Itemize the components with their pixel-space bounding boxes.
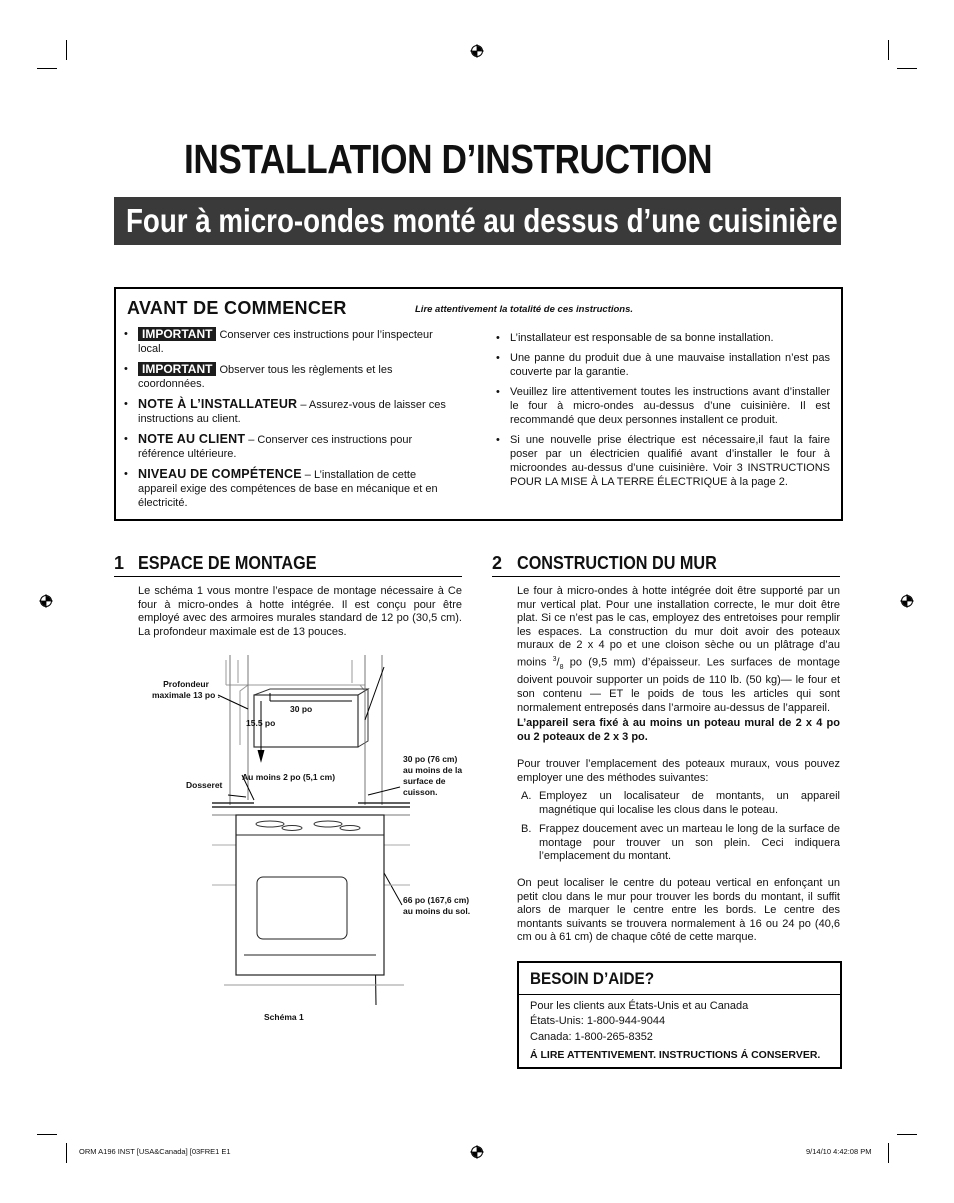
section-title: ESPACE DE MONTAGE	[138, 553, 317, 573]
label-dosseret: Dosseret	[186, 780, 223, 790]
crop-mark	[888, 40, 889, 60]
section-rule	[492, 576, 840, 577]
list-item: • NOTE AU CLIENT – Conserver ces instructions pour référence ultérieure.	[116, 432, 456, 461]
diagram-caption: Schéma 1	[264, 1012, 304, 1022]
section-number: 1	[114, 553, 125, 573]
list-item: • Si une nouvelle prise électrique est nécessaire,il faut la faire poser par un électricien qualifié avant d’installer le four à microondes au-dessus d’une cuisinière. Voir 3 INSTRUCTIONS POUR LA MISE À LA TERRE ÉLECTRIQUE à la page 2.	[488, 433, 830, 489]
section2-p1: Le four à micro-ondes à hotte intégrée doit être supporté par un mur vertical plat. Pour une installation correcte, le mur doit être plat. Si ce n’est pas le cas, employez des entretoises pour remplir les espaces. La construction du mur doit avoir des poteaux muraux de 2 x 4 po et une cloison sèche ou un plâtrage d’au moins $^3/_8$ po (9,5 mm) d’épaisseur. Les surfaces de montage doivent pouvoir supporter un poids de 110 lb. (50 kg)— le four et son contenu — ET le poids de tous les articles qui sont normalement entreposés dans l’armoire au-dessus de l’appareil.	[517, 585, 840, 714]
section-title: CONSTRUCTION DU MUR	[517, 553, 717, 573]
avant-right-list	[488, 331, 830, 495]
label-profondeur: Profondeur maximale 13 po .	[151, 679, 221, 700]
label-30-po-cuisson: 30 po (76 cm) au moins de la surface de cuisson.	[403, 754, 463, 797]
registration-mark-icon	[470, 1145, 484, 1159]
important-badge: IMPORTANT	[138, 362, 216, 376]
label-15-5-po: 15.5 po	[246, 718, 276, 728]
crop-mark	[888, 1143, 889, 1163]
registration-mark-icon	[39, 594, 53, 608]
list-item: A. Employez un localisateur de montants, un appareil magnétique qui localise les clous dans le poteau.	[521, 790, 840, 816]
section-number: 2	[492, 553, 503, 573]
label-au-moins-2-po: Au moins 2 po (5,1 cm)	[242, 772, 336, 782]
crop-mark	[66, 40, 67, 60]
label-30-po: 30 po	[290, 704, 313, 714]
footer-right: 9/14/10 4:42:08 PM	[806, 1147, 872, 1156]
section2-p2: L’appareil sera fixé à au moins un poteau mural de 2 x 4 po ou 2 poteaux de 2 x 3 po.	[517, 717, 840, 743]
list-item: B. Frappez doucement avec un marteau le long de la surface de montage pour trouver un son plein. Ceci indiquera l’emplacement du montant.	[521, 823, 840, 863]
besoin-box	[517, 961, 842, 1069]
besoin-rule	[519, 994, 840, 995]
methods-list	[517, 790, 840, 870]
list-item: • NIVEAU DE COMPÉTENCE – L’installation de cette appareil exige des compétences de base en mécanique et en électricité.	[116, 467, 456, 510]
label-66-po: 66 po (167,6 cm) au moins du sol.	[403, 895, 471, 916]
section-rule	[114, 576, 462, 577]
crop-mark	[66, 1143, 67, 1163]
registration-mark-icon	[470, 44, 484, 58]
page-subtitle: Four à micro-ondes monté au dessus d’une cuisinière	[126, 202, 838, 239]
besoin-line2: États-Unis: 1-800-944-9044	[530, 1015, 666, 1027]
besoin-title: BESOIN D’AIDE?	[530, 969, 655, 988]
section2-p3: Pour trouver l’emplacement des poteaux muraux, vous pouvez employer une des méthodes suivantes:	[517, 758, 840, 784]
besoin-line4: Á LIRE ATTENTIVEMENT. INSTRUCTIONS Á CONSERVER.	[530, 1049, 821, 1061]
list-item: • IMPORTANT Conserver ces instructions pour l’inspecteur local.	[116, 327, 456, 356]
section2-p4: On peut localiser le centre du poteau vertical en enfonçant un petit clou dans le mur pour trouver les bords du montant, il suffit alors de marquer le centre entre les bords. Le centre des montants suivants se trouvera normalement à 16 ou 24 po (40,6 cm ou à 61 cm) de chaque côté de cette marque.	[517, 877, 840, 944]
footer-left: ORM A196 INST [USA&Canada] [03FRE1 E1	[79, 1147, 231, 1156]
page-title: INSTALLATION D’INSTRUCTION	[184, 136, 713, 182]
crop-mark	[37, 68, 57, 69]
list-item: • L’installateur est responsable de sa bonne installation.	[488, 331, 830, 345]
list-item: • IMPORTANT Observer tous les règlements et les coordonnées.	[116, 362, 456, 391]
avant-title: AVANT DE COMMENCER	[127, 298, 347, 318]
avant-box	[114, 287, 843, 521]
subtitle-banner	[114, 197, 841, 245]
crop-mark	[897, 1134, 917, 1135]
list-item: • Une panne du produit due à une mauvaise installation n’est pas couverte par la garantie.	[488, 351, 830, 379]
important-badge: IMPORTANT	[138, 327, 216, 341]
registration-mark-icon	[900, 594, 914, 608]
besoin-line1: Pour les clients aux États-Unis et au Canada	[530, 1000, 749, 1012]
avant-note: Lire attentivement la totalité de ces instructions.	[415, 304, 634, 315]
crop-mark	[37, 1134, 57, 1135]
besoin-line3: Canada: 1-800-265-8352	[530, 1031, 653, 1043]
crop-mark	[897, 68, 917, 69]
list-item: • Veuillez lire attentivement toutes les instructions avant d’installer le four à micro-ondes au-dessus d’une cuisinière. Il est recommandé que deux personnes installent ce produit.	[488, 385, 830, 427]
section1-body: Le schéma 1 vous montre l’espace de montage nécessaire à Ce four à micro-ondes à hotte intégrée. Il est conçu pour être employé avec des armoires murales standard de 12 po (30,5 cm). La profondeur maximale est de 13 pouces.	[138, 585, 462, 638]
avant-left-list	[116, 327, 456, 516]
list-item: • NOTE À L’INSTALLATEUR – Assurez-vous de laisser ces instructions au client.	[116, 397, 456, 426]
